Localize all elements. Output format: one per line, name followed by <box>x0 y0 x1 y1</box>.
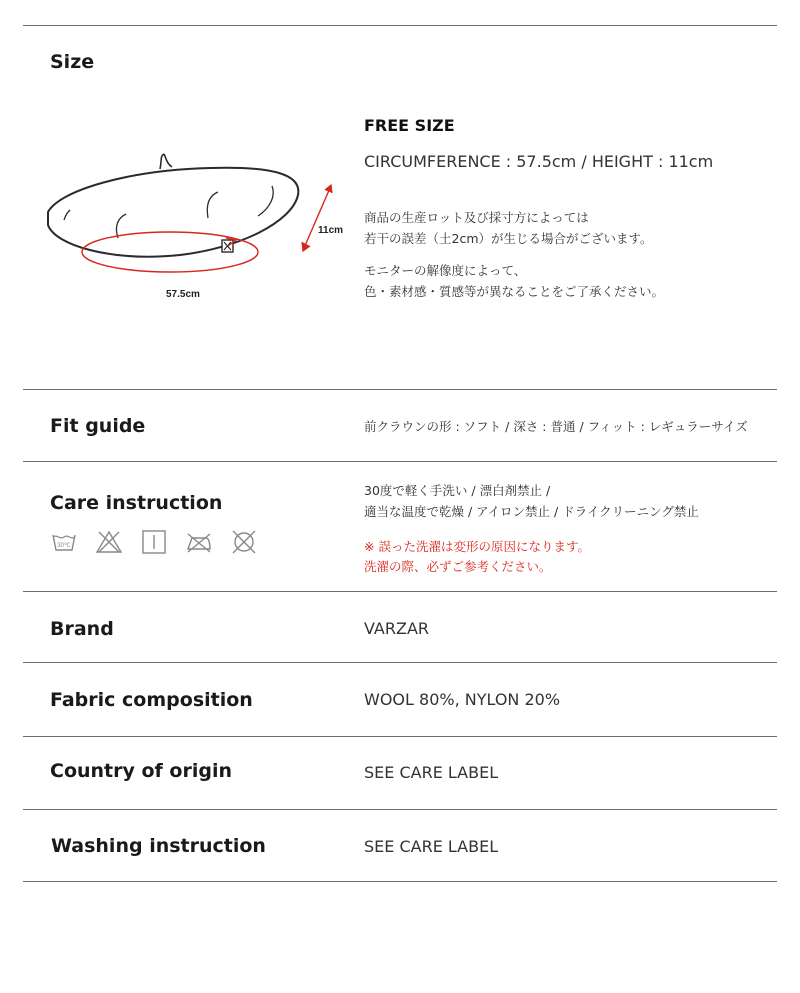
height-measure <box>304 188 330 248</box>
divider-care <box>23 591 777 592</box>
care-line-2: 適当な温度で乾燥 / アイロン禁止 / ドライクリーニング禁止 <box>364 504 699 519</box>
no-iron-icon <box>185 528 213 556</box>
size-note-2-line-1: モニターの解像度によって、 <box>364 263 527 278</box>
brand-label: Brand <box>50 618 114 640</box>
brand-value: VARZAR <box>364 619 430 638</box>
care-line-1: 30度で軽く手洗い / 漂白剤禁止 / <box>364 483 551 498</box>
size-note-2-line-2: 色・素材感・質感等が異なることをご了承ください。 <box>364 284 665 299</box>
no-dry-clean-icon <box>230 528 258 556</box>
height-label: 11cm <box>318 225 344 236</box>
divider-bottom <box>23 881 777 882</box>
divider-brand <box>23 662 777 663</box>
svg-text:30℃: 30℃ <box>57 543 71 549</box>
line-dry-icon <box>140 528 168 556</box>
care-warning-2: 洗濯の際、必ずご参考ください。 <box>364 559 552 574</box>
care-warning-1: ※ 誤った洗濯は変形の原因になります。 <box>364 539 590 554</box>
size-measurements: CIRCUMFERENCE : 57.5cm / HEIGHT : 11cm <box>364 152 714 171</box>
country-of-origin-label: Country of origin <box>50 760 233 782</box>
beret-outline <box>48 168 298 257</box>
size-note-1-line-1: 商品の生産ロット及び採寸方によっては <box>364 210 589 225</box>
size-heading: Size <box>50 51 95 73</box>
divider-fabric <box>23 736 777 737</box>
country-of-origin-value: SEE CARE LABEL <box>364 763 499 782</box>
divider-size <box>23 389 777 390</box>
circumference-label: 57.5cm <box>166 289 200 300</box>
washing-instruction-label: Washing instruction <box>51 835 266 857</box>
no-bleach-icon <box>95 528 123 556</box>
care-instruction-label: Care instruction <box>50 492 223 514</box>
fabric-composition-label: Fabric composition <box>50 689 253 711</box>
size-note-1-line-2: 若干の誤差（土2cm）が生じる場合がございます。 <box>364 231 653 246</box>
fit-guide-value: 前クラウンの形 : ソフト / 深さ : 普通 / フィット : レギュラーサイズ <box>364 419 748 434</box>
beret-stem <box>160 154 172 169</box>
fit-guide-label: Fit guide <box>50 415 146 437</box>
divider-top <box>23 25 777 26</box>
divider-fit <box>23 461 777 462</box>
size-title: FREE SIZE <box>364 116 455 135</box>
care-icons <box>50 528 258 556</box>
fabric-composition-value: WOOL 80%, NYLON 20% <box>364 690 561 709</box>
washing-instruction-value: SEE CARE LABEL <box>364 837 499 856</box>
beret-size-diagram <box>40 150 360 310</box>
hand-wash-30-icon <box>50 528 78 556</box>
divider-origin <box>23 809 777 810</box>
